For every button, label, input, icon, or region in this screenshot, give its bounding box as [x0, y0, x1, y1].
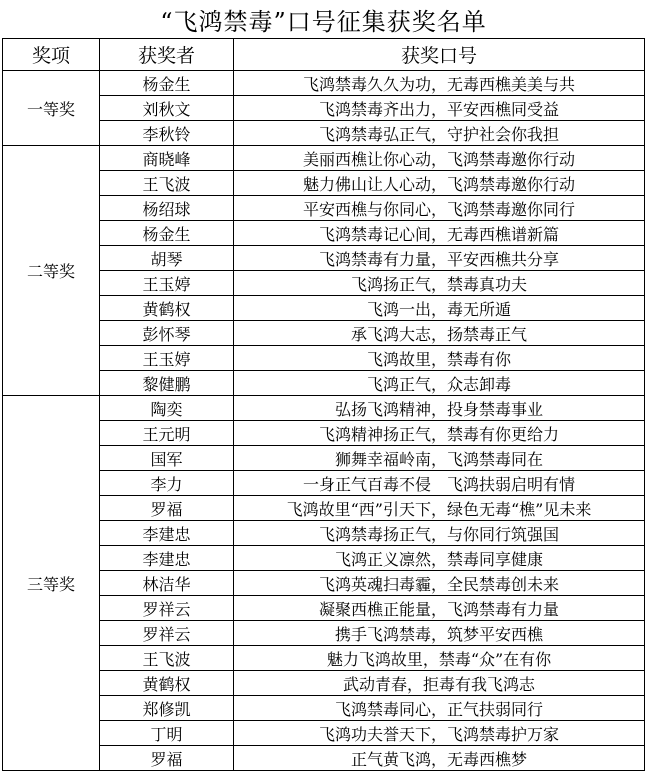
table-row — [3, 521, 645, 546]
table-row — [3, 446, 645, 471]
slogan-cell: 承飞鸿大志，扬禁毒正气 — [234, 321, 645, 346]
table-row — [3, 196, 645, 221]
header-slogan: 获奖口号 — [234, 39, 645, 71]
winner-name-cell: 王飞波 — [100, 171, 234, 196]
slogan-cell: 飞鸿英魂扫毒霾，全民禁毒创未来 — [234, 571, 645, 596]
table-row — [3, 396, 645, 421]
winner-name-cell: 杨金生 — [100, 71, 234, 96]
table-row — [3, 146, 645, 171]
slogan-cell: 正气黄飞鸿，无毒西樵梦 — [234, 746, 645, 771]
slogan-cell: 美丽西樵让你心动，飞鸿禁毒邀你行动 — [234, 146, 645, 171]
table-row — [3, 621, 645, 646]
table-row — [3, 346, 645, 371]
slogan-cell: 一身正气百毒不侵 飞鸿扶弱启明有情 — [234, 471, 645, 496]
winner-name-cell: 罗福 — [100, 496, 234, 521]
slogan-cell: 飞鸿禁毒有力量，平安西樵共分享 — [234, 246, 645, 271]
winner-name-cell: 李建忠 — [100, 546, 234, 571]
winner-name-cell: 彭怀琴 — [100, 321, 234, 346]
slogan-cell: 飞鸿精神扬正气，禁毒有你更给力 — [234, 421, 645, 446]
table-row — [3, 121, 645, 146]
winner-name-cell: 商晓峰 — [100, 146, 234, 171]
slogan-cell: 飞鸿功夫誉天下，飞鸿禁毒护万家 — [234, 721, 645, 746]
slogan-cell: 弘扬飞鸿精神，投身禁毒事业 — [234, 396, 645, 421]
table-row — [3, 646, 645, 671]
award-level-cell: 二等奖 — [3, 146, 100, 396]
slogan-cell: 飞鸿故里，禁毒有你 — [234, 346, 645, 371]
winner-name-cell: 王飞波 — [100, 646, 234, 671]
table-row — [3, 421, 645, 446]
table-row — [3, 221, 645, 246]
winner-name-cell: 罗福 — [100, 746, 234, 771]
table-body — [3, 71, 645, 771]
winner-name-cell: 王玉婷 — [100, 346, 234, 371]
table-row — [3, 696, 645, 721]
slogan-cell: 飞鸿禁毒久久为功，无毒西樵美美与共 — [234, 71, 645, 96]
table-row — [3, 271, 645, 296]
winner-name-cell: 林洁华 — [100, 571, 234, 596]
slogan-cell: 飞鸿扬正气，禁毒真功夫 — [234, 271, 645, 296]
winner-name-cell: 国军 — [100, 446, 234, 471]
table-row — [3, 246, 645, 271]
slogan-cell: 武动青春，拒毒有我飞鸿志 — [234, 671, 645, 696]
table-row — [3, 471, 645, 496]
table-row — [3, 571, 645, 596]
winner-name-cell: 丁明 — [100, 721, 234, 746]
winner-name-cell: 陶奕 — [100, 396, 234, 421]
header-winner: 获奖者 — [100, 39, 234, 71]
award-level-cell: 三等奖 — [3, 396, 100, 771]
winner-name-cell: 刘秋文 — [100, 96, 234, 121]
table-row — [3, 546, 645, 571]
award-table — [2, 38, 645, 771]
winner-name-cell: 郑修凯 — [100, 696, 234, 721]
slogan-cell: 飞鸿一出，毒无所遁 — [234, 296, 645, 321]
table-row — [3, 496, 645, 521]
slogan-cell: 飞鸿禁毒扬正气，与你同行筑强国 — [234, 521, 645, 546]
table-row — [3, 671, 645, 696]
slogan-cell: 飞鸿正义凛然，禁毒同享健康 — [234, 546, 645, 571]
table-row — [3, 71, 645, 96]
award-level-cell: 一等奖 — [3, 71, 100, 146]
slogan-cell: 飞鸿禁毒齐出力，平安西樵同受益 — [234, 96, 645, 121]
slogan-cell: 携手飞鸿禁毒，筑梦平安西樵 — [234, 621, 645, 646]
slogan-cell: 飞鸿禁毒弘正气，守护社会你我担 — [234, 121, 645, 146]
table-row — [3, 746, 645, 771]
winner-name-cell: 王玉婷 — [100, 271, 234, 296]
table-row — [3, 596, 645, 621]
table-row — [3, 721, 645, 746]
slogan-cell: 魅力佛山让人心动，飞鸿禁毒邀你行动 — [234, 171, 645, 196]
winner-name-cell: 杨绍球 — [100, 196, 234, 221]
page-title: “飞鸿禁毒”口号征集获奖名单 — [160, 7, 487, 36]
table-row — [3, 321, 645, 346]
slogan-cell: 飞鸿禁毒同心，正气扶弱同行 — [234, 696, 645, 721]
winner-name-cell: 李建忠 — [100, 521, 234, 546]
slogan-cell: 平安西樵与你同心，飞鸿禁毒邀你同行 — [234, 196, 645, 221]
winner-name-cell: 王元明 — [100, 421, 234, 446]
table-row — [3, 296, 645, 321]
winner-name-cell: 李秋铃 — [100, 121, 234, 146]
slogan-cell: 飞鸿故里“西”引天下，绿色无毒“樵”见未来 — [234, 496, 645, 521]
winner-name-cell: 杨金生 — [100, 221, 234, 246]
table-row — [3, 371, 645, 396]
slogan-cell: 飞鸿禁毒记心间，无毒西樵谱新篇 — [234, 221, 645, 246]
winner-name-cell: 胡琴 — [100, 246, 234, 271]
header-award: 奖项 — [3, 39, 100, 71]
header-row — [3, 39, 645, 71]
slogan-cell: 凝聚西樵正能量，飞鸿禁毒有力量 — [234, 596, 645, 621]
table-row — [3, 96, 645, 121]
winner-name-cell: 罗祥云 — [100, 596, 234, 621]
winner-name-cell: 黄鹤权 — [100, 296, 234, 321]
slogan-cell: 飞鸿正气，众志卸毒 — [234, 371, 645, 396]
winner-name-cell: 罗祥云 — [100, 621, 234, 646]
winner-name-cell: 李力 — [100, 471, 234, 496]
slogan-cell: 狮舞幸福岭南，飞鸿禁毒同在 — [234, 446, 645, 471]
winner-name-cell: 黎健鹏 — [100, 371, 234, 396]
table-row — [3, 171, 645, 196]
slogan-cell: 魅力飞鸿故里，禁毒“众”在有你 — [234, 646, 645, 671]
winner-name-cell: 黄鹤权 — [100, 671, 234, 696]
